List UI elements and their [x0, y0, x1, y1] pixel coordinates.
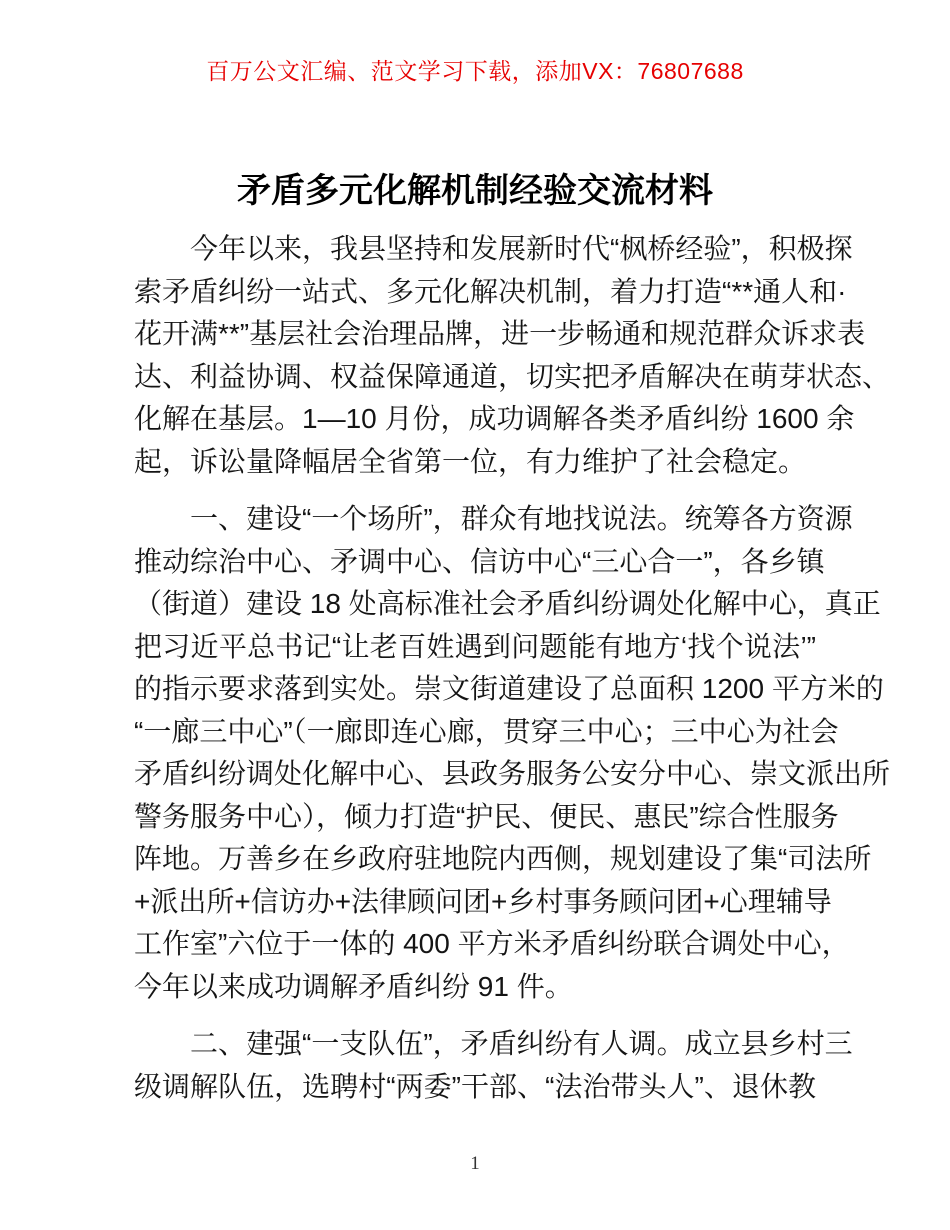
paragraph-section-one	[134, 498, 891, 1008]
text-line: +派出所+信访办+法律顾问团+乡村事务顾问团+心理辅导	[134, 885, 832, 917]
text-line: 今年以来，我县坚持和发展新时代“枫桥经验”，积极探	[190, 233, 853, 264]
text-line: （街道）建设 18 处高标准社会矛盾纠纷调处化解中心，真正	[134, 588, 881, 619]
paragraph-section-two	[134, 1023, 853, 1108]
text-line: 矛盾纠纷调处化解中心、县政务服务公安分中心、崇文派出所	[134, 758, 891, 789]
text-line: 的指示要求落到实处。崇文街道建设了总面积 1200 平方米的	[134, 673, 884, 704]
text-line: “一廊三中心”（一廊即连心廊，贯穿三中心；三中心为社会	[134, 715, 839, 747]
text-line: 工作室”六位于一体的 400 平方米矛盾纠纷联合调处中心，	[134, 928, 850, 959]
paragraph-intro	[134, 228, 891, 483]
text-line: 把习近平总书记“让老百姓遇到问题能有地方‘找个说法’”	[134, 630, 816, 662]
text-line: 一、建设“一个场所”，群众有地找说法。统筹各方资源	[190, 503, 853, 534]
document-title: 矛盾多元化解机制经验交流材料	[237, 172, 713, 210]
text-line: 二、建强“一支队伍”，矛盾纠纷有人调。成立县乡村三	[190, 1028, 853, 1059]
promo-header-notice: 百万公文汇编、范文学习下载，添加VX：76807688	[206, 58, 744, 84]
text-line: 索矛盾纠纷一站式、多元化解决机制，着力打造“**通人和·	[134, 275, 847, 307]
text-line: 今年以来成功调解矛盾纠纷 91 件。	[134, 970, 573, 1002]
text-line: 化解在基层。1—10 月份，成功调解各类矛盾纠纷 1600 余	[134, 403, 855, 434]
text-line: 警务服务中心），倾力打造“护民、便民、惠民”综合性服务	[134, 800, 839, 832]
page-number: 1	[470, 1153, 480, 1174]
text-line: 花开满**”基层社会治理品牌，进一步畅通和规范群众诉求表	[134, 318, 866, 349]
text-line: 级调解队伍，选聘村“两委”干部、“法治带头人”、退休教	[134, 1070, 816, 1102]
text-line: 起，诉讼量降幅居全省第一位，有力维护了社会稳定。	[134, 445, 807, 477]
text-line: 推动综治中心、矛调中心、信访中心“三心合一”，各乡镇	[134, 545, 825, 577]
text-line: 达、利益协调、权益保障通道，切实把矛盾解决在萌芽状态、	[134, 360, 891, 392]
document-body	[134, 228, 891, 1123]
text-line: 阵地。万善乡在乡政府驻地院内西侧，规划建设了集“司法所	[134, 843, 872, 874]
